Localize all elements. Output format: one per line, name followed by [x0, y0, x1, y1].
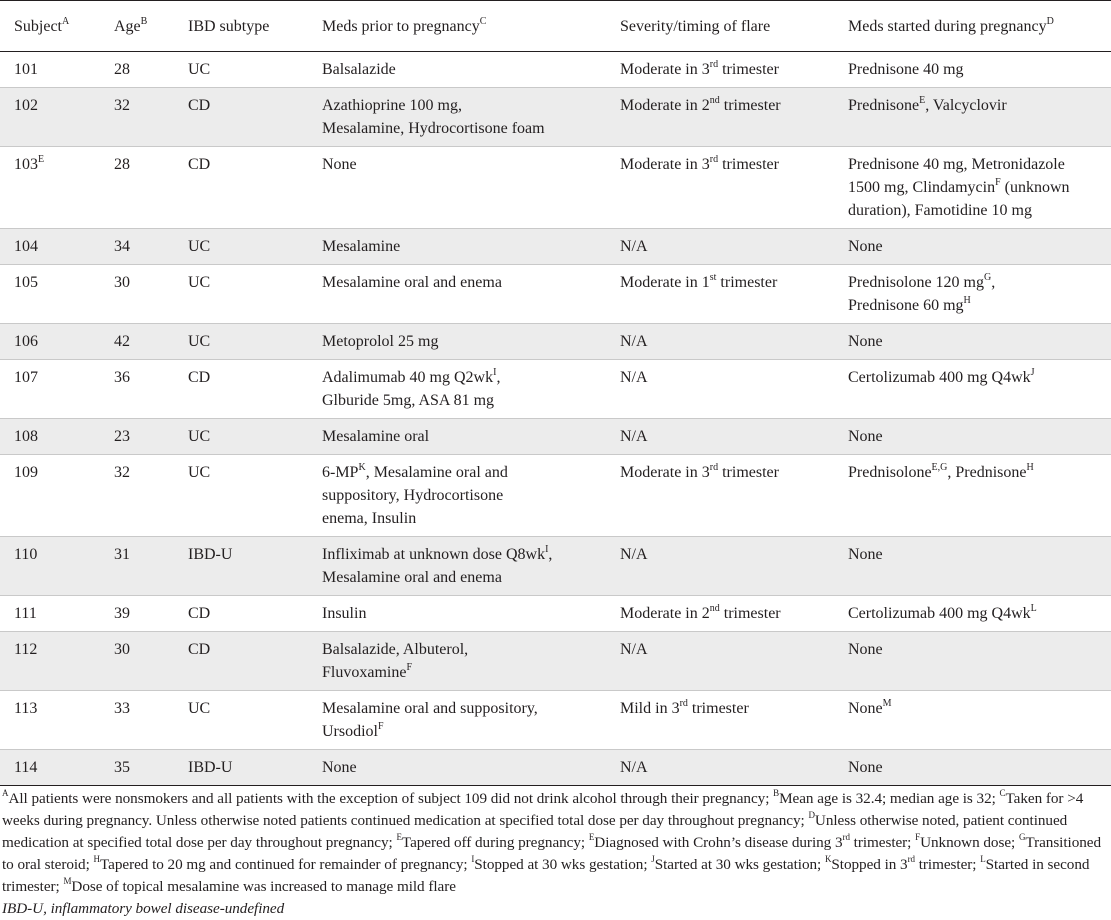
header-severity: Severity/timing of flare	[606, 1, 834, 52]
footnote-marker: E	[588, 831, 595, 842]
cell-age: 33	[100, 691, 174, 750]
cell-meds-started: Certolizumab 400 mg $Q4wk^L$	[834, 596, 1111, 632]
cell-severity: Moderate in 2nd trimester	[606, 88, 834, 147]
header-ibd-subtype: IBD subtype	[174, 1, 308, 52]
table-row	[0, 147, 1111, 229]
footnote-marker: M	[882, 697, 892, 709]
cell-meds-prior: Mesalamine oral and suppository, Ursodiol$^F$	[308, 691, 606, 750]
cell-severity: Mild in 3rd trimester	[606, 691, 834, 750]
table-row	[0, 632, 1111, 691]
table-row	[0, 360, 1111, 419]
cell-meds-prior: Adalimumab 40 mg $Q2wk^I$, Glburide 5mg, ASA 81 mg	[308, 360, 606, 419]
cell-age: 23	[100, 419, 174, 455]
footnote-marker: D	[808, 809, 815, 820]
cell-age: 36	[100, 360, 174, 419]
cell-meds-prior: Metoprolol 25 mg	[308, 324, 606, 360]
cell-meds-started: Prednisone$^E$, Valcyclovir	[834, 88, 1111, 147]
cell-meds-started: None	[834, 632, 1111, 691]
cell-ibd-subtype: CD	[174, 596, 308, 632]
footnote-marker: A	[2, 787, 9, 798]
footnote-marker: E,G	[931, 461, 948, 473]
cell-ibd-subtype: UC	[174, 52, 308, 88]
cell-ibd-subtype: CD	[174, 360, 308, 419]
footnote-marker: st	[709, 271, 717, 283]
footnote-marker: I	[493, 366, 497, 378]
cell-meds-prior: Mesalamine oral and enema	[308, 265, 606, 324]
cell-age: 30	[100, 265, 174, 324]
cell-meds-prior: Mesalamine	[308, 229, 606, 265]
cell-severity: Moderate in 3rd trimester	[606, 52, 834, 88]
table-row	[0, 455, 1111, 537]
table-row	[0, 52, 1111, 88]
cell-severity: N/A	[606, 324, 834, 360]
header-meds-prior: Meds prior to pregnancy$^C$	[308, 1, 606, 52]
cell-meds-started: None$^M$	[834, 691, 1111, 750]
cell-meds-started: Certolizumab 400 mg $Q4wk^J$	[834, 360, 1111, 419]
cell-subject: 114	[0, 750, 100, 786]
table-row	[0, 537, 1111, 596]
table-row	[0, 691, 1111, 750]
footnote-marker: B	[773, 787, 780, 798]
cell-meds-prior: Mesalamine oral	[308, 419, 606, 455]
footnote-marker: rd	[709, 58, 719, 70]
cell-meds-prior: Balsalazide	[308, 52, 606, 88]
cell-meds-started: None	[834, 324, 1111, 360]
table-row	[0, 750, 1111, 786]
table-row	[0, 229, 1111, 265]
cell-ibd-subtype: UC	[174, 691, 308, 750]
cell-meds-started: Prednisolone$^{E,G}$, Prednisone$^H$	[834, 455, 1111, 537]
cell-age: 30	[100, 632, 174, 691]
cell-severity: N/A	[606, 360, 834, 419]
cell-ibd-subtype: CD	[174, 88, 308, 147]
footnote-text: $^A$All patients were nonsmokers and all patients with the exception of subject 109 did not drink alcohol through their pregnancy; $^B$Mean age is 32.4; median age is 32; $^C$Taken for >4 weeks during pregnancy. Unless otherwise noted patients continued medication at specified total dose per day throughout pregnancy; $^D$Unless otherwise noted, patient continued medication at specified total dose per day throughout pregnancy; $^E$Tapered off during pregnancy; $^E$Diagnosed with Crohn’s disease during 3rd trimester; $^F$Unknown dose; $^G$Transitioned to oral steroid; $^H$Tapered to 20 mg and continued for remainder of pregnancy; $^I$Stopped at 30 wks gestation; $^J$Started at 30 wks gestation; $^K$Stopped in 3rd trimester; $^L$Started in second trimester; $^M$Dose of topical mesalamine was increased to manage mild flare	[2, 787, 1102, 895]
footnote-marker: F	[406, 661, 412, 673]
cell-ibd-subtype: CD	[174, 147, 308, 229]
footnote-marker: nd	[709, 94, 720, 106]
header-row	[0, 1, 1111, 52]
cell-age: 31	[100, 537, 174, 596]
table-footnotes	[0, 786, 1111, 920]
cell-meds-prior: Insulin	[308, 596, 606, 632]
footnote-marker: K	[358, 461, 366, 473]
cell-severity: Moderate in 2nd trimester	[606, 596, 834, 632]
footnote-marker: rd	[709, 461, 719, 473]
cell-ibd-subtype: UC	[174, 324, 308, 360]
header-subject: Subject$^A$	[0, 1, 100, 52]
footnote-marker: F	[378, 720, 384, 732]
cell-subject: $103^E$	[0, 147, 100, 229]
cell-ibd-subtype: CD	[174, 632, 308, 691]
footnote-marker: nd	[709, 602, 720, 614]
cell-ibd-subtype: IBD-U	[174, 750, 308, 786]
cell-meds-prior: None	[308, 750, 606, 786]
cell-meds-started: None	[834, 229, 1111, 265]
cell-subject: 104	[0, 229, 100, 265]
cell-meds-prior: Azathioprine 100 mg, Mesalamine, Hydrocortisone foam	[308, 88, 606, 147]
footnote-marker: rd	[907, 853, 915, 864]
footnote-marker: F	[995, 176, 1001, 188]
cell-ibd-subtype: UC	[174, 455, 308, 537]
footnote-marker: G	[984, 271, 992, 283]
footnote-marker: rd	[842, 831, 850, 842]
cell-ibd-subtype: UC	[174, 419, 308, 455]
table-header	[0, 1, 1111, 52]
footnote-marker: rd	[679, 697, 688, 709]
footnote-marker: H	[1026, 461, 1034, 473]
footnote-marker: L	[1030, 602, 1037, 614]
table-body	[0, 52, 1111, 786]
footnote-marker: G	[1018, 831, 1026, 842]
cell-age: 32	[100, 455, 174, 537]
footnote-marker: H	[963, 294, 971, 306]
cell-meds-prior: $6-MP^K$, Mesalamine oral and suppository, Hydrocortisone enema, Insulin	[308, 455, 606, 537]
footnote-marker: E	[919, 94, 926, 106]
footnote-marker: C	[999, 787, 1006, 798]
cell-subject: 106	[0, 324, 100, 360]
footnote-marker: L	[980, 853, 986, 864]
header-meds-started: Meds started during pregnancy$^D$	[834, 1, 1111, 52]
cell-subject: 105	[0, 265, 100, 324]
footnote-marker: J	[1030, 366, 1035, 378]
cell-subject: 101	[0, 52, 100, 88]
cell-ibd-subtype: UC	[174, 265, 308, 324]
footnote-marker: F	[915, 831, 921, 842]
cell-age: 32	[100, 88, 174, 147]
cell-meds-started: None	[834, 750, 1111, 786]
footnote-marker: rd	[709, 153, 719, 165]
cell-age: 28	[100, 147, 174, 229]
cell-severity: Moderate in 1st trimester	[606, 265, 834, 324]
cell-ibd-subtype: IBD-U	[174, 537, 308, 596]
cell-age: 35	[100, 750, 174, 786]
footnote-marker: I	[545, 543, 549, 555]
cell-subject: 112	[0, 632, 100, 691]
cell-severity: N/A	[606, 632, 834, 691]
footnote-marker: E	[38, 153, 45, 165]
footnote-marker: H	[93, 853, 100, 864]
cell-severity: N/A	[606, 750, 834, 786]
cell-age: 39	[100, 596, 174, 632]
footnote-marker: K	[824, 853, 832, 864]
table-row	[0, 88, 1111, 147]
cell-subject: 113	[0, 691, 100, 750]
cell-meds-started: Prednisone 40 mg	[834, 52, 1111, 88]
cell-subject: 107	[0, 360, 100, 419]
cell-ibd-subtype: UC	[174, 229, 308, 265]
cell-subject: 110	[0, 537, 100, 596]
cell-severity: N/A	[606, 537, 834, 596]
cell-severity: Moderate in 3rd trimester	[606, 147, 834, 229]
cell-subject: 102	[0, 88, 100, 147]
cell-severity: N/A	[606, 419, 834, 455]
footnote-marker: J	[651, 853, 655, 864]
cell-subject: 108	[0, 419, 100, 455]
table-row	[0, 596, 1111, 632]
cell-meds-started: Prednisone 40 mg, Metronidazole 1500 mg, Clindamycin$^F$ (unknown duration), Famotidine 10 mg	[834, 147, 1111, 229]
header-age: Age$^B$	[100, 1, 174, 52]
footnote-marker: M	[63, 875, 72, 886]
table-row	[0, 419, 1111, 455]
cell-age: 28	[100, 52, 174, 88]
cell-meds-prior: Infliximab at unknown dose $Q8wk^I$, Mesalamine oral and enema	[308, 537, 606, 596]
cell-age: 42	[100, 324, 174, 360]
footnote-marker: E	[396, 831, 402, 842]
cell-meds-started: None	[834, 419, 1111, 455]
table-row	[0, 265, 1111, 324]
cell-meds-prior: Balsalazide, Albuterol, Fluvoxamine$^F$	[308, 632, 606, 691]
cell-subject: 109	[0, 455, 100, 537]
footnote-marker: I	[471, 853, 475, 864]
cell-meds-started: Prednisolone 120 $mg^G$, Prednisone 60 $mg^H$	[834, 265, 1111, 324]
cell-meds-started: None	[834, 537, 1111, 596]
cell-meds-prior: None	[308, 147, 606, 229]
cell-age: 34	[100, 229, 174, 265]
cell-subject: 111	[0, 596, 100, 632]
table-row	[0, 324, 1111, 360]
abbreviation-note: IBD-U, inflammatory bowel disease-undefined	[2, 900, 285, 917]
cell-severity: N/A	[606, 229, 834, 265]
cell-severity: Moderate in 3rd trimester	[606, 455, 834, 537]
